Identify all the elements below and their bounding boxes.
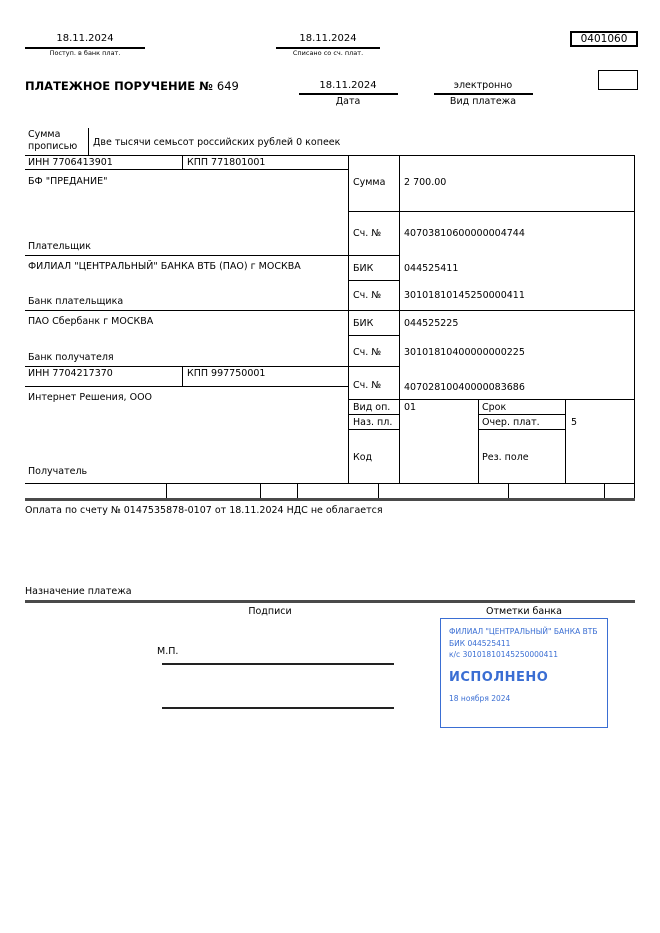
payee-name: Интернет Решения, ООО <box>28 392 153 403</box>
op-kind-label: Вид оп. <box>353 402 391 413</box>
payee-bank-bik: 044525225 <box>404 318 459 329</box>
payee-account: 40702810040000083686 <box>404 382 525 393</box>
stamp-status: ИСПОЛНЕНО <box>449 669 549 685</box>
grid-line-v <box>182 155 183 169</box>
payer-bank-bik-label: БИК <box>353 263 374 274</box>
signature-line-2 <box>162 707 394 709</box>
grid-line-h <box>348 335 399 336</box>
payee-label: Получатель <box>28 466 88 477</box>
payment-kind-label: Вид платежа <box>449 96 517 107</box>
payment-purpose-label: Назначение платежа <box>25 586 132 597</box>
grid-line-v <box>378 483 379 498</box>
grid-line-h <box>25 386 348 387</box>
pay-purpose-code-label: Наз. пл. <box>353 417 393 428</box>
grid-line-h <box>348 399 635 400</box>
stamp-date: 18 ноября 2024 <box>449 693 511 703</box>
payer-account: 40703810600000004744 <box>404 228 525 239</box>
payee-bank-label: Банк получателя <box>28 352 114 363</box>
document-title <box>25 80 239 94</box>
document-date-label: Дата <box>335 96 361 107</box>
amount-words-value: Две тысячи семьсот российских рублей 0 копеек <box>93 137 341 148</box>
payment-kind-value: электронно <box>453 80 513 91</box>
grid-line-h <box>25 255 399 256</box>
grid-line-v <box>604 483 605 498</box>
amount-words-label: Сумма прописью <box>28 129 78 152</box>
document-date: 18.11.2024 <box>319 80 377 91</box>
form-code-box <box>570 31 638 47</box>
purpose-bottom-rule <box>25 600 635 603</box>
grid-line-v <box>348 155 349 483</box>
grid-line-h <box>478 414 565 415</box>
document-number: 649 <box>216 79 239 93</box>
debited-date-label: Списано со сч. плат. <box>292 49 364 57</box>
payer-bank-name: ФИЛИАЛ "ЦЕНТРАЛЬНЫЙ" БАНКА ВТБ (ПАО) г МОСКВА <box>28 261 301 272</box>
grid-line-v <box>166 483 167 498</box>
payer-kpp: КПП 771801001 <box>187 157 266 168</box>
bank-stamp <box>440 618 608 728</box>
grid-line-h <box>348 429 399 430</box>
payment-kind-underline <box>434 93 533 95</box>
grid-line-v <box>260 483 261 498</box>
signatures-label: Подписи <box>248 606 292 617</box>
stamp-bank-name: ФИЛИАЛ "ЦЕНТРАЛЬНЫЙ" БАНКА ВТБ <box>449 627 598 636</box>
priority-label: Очер. плат. <box>482 417 540 428</box>
grid-line-h <box>348 280 399 281</box>
grid-line-v <box>399 155 400 483</box>
debited-date: 18.11.2024 <box>299 33 357 44</box>
grid-line-h <box>348 211 635 212</box>
priority-value: 5 <box>571 417 578 428</box>
grid-line-h <box>25 366 399 367</box>
grid-line-h <box>25 169 348 170</box>
grid-line-h <box>25 155 635 156</box>
payer-label: Плательщик <box>28 241 91 252</box>
payer-bank-account: 30101810145250000411 <box>404 290 525 301</box>
grid-line-h <box>478 429 565 430</box>
sum-label: Сумма <box>353 177 386 188</box>
grid-line-v <box>508 483 509 498</box>
signature-line-1 <box>162 663 394 665</box>
stamp-corr-account: к/с 30101810145250000411 <box>449 650 558 659</box>
document-date-underline <box>299 93 398 95</box>
term-label: Срок <box>482 402 507 413</box>
grid-line-v <box>88 128 89 155</box>
payer-name: БФ "ПРЕДАНИЕ" <box>28 176 108 187</box>
payer-bank-bik: 044525411 <box>404 263 459 274</box>
payee-bank-account: 30101810400000000225 <box>404 347 525 358</box>
form-code: 0401060 <box>580 33 628 45</box>
payer-bank-label: Банк плательщика <box>28 296 124 307</box>
grid-line-v <box>634 483 635 498</box>
grid-line-v <box>297 483 298 498</box>
grid-line-h <box>25 483 635 484</box>
op-kind-value: 01 <box>404 402 417 413</box>
payee-kpp: КПП 997750001 <box>187 368 266 379</box>
stamp-bik: БИК 044525411 <box>449 638 511 648</box>
received-date-label: Поступ. в банк плат. <box>49 49 121 57</box>
table-bottom-rule <box>25 498 635 501</box>
grid-line-v <box>478 399 479 483</box>
payee-inn: ИНН 7704217370 <box>28 368 113 379</box>
grid-line-v <box>565 399 566 483</box>
payment-purpose-text: Оплата по счету № 0147535878-0107 от 18.11.2024 НДС не облагается <box>25 505 383 516</box>
payee-account-label: Сч. № <box>353 380 382 391</box>
received-date: 18.11.2024 <box>56 33 114 44</box>
reserve-field-label: Рез. поле <box>482 452 529 463</box>
payee-bank-bik-label: БИК <box>353 318 374 329</box>
mp-label: М.П. <box>157 646 179 657</box>
grid-line-h <box>348 414 399 415</box>
payer-inn: ИНН 7706413901 <box>28 157 113 168</box>
grid-line-v <box>634 155 635 483</box>
payee-bank-name: ПАО Сбербанк г МОСКВА <box>28 316 154 327</box>
grid-line-v <box>182 366 183 386</box>
payee-bank-account-label: Сч. № <box>353 347 382 358</box>
code-label: Код <box>353 452 373 463</box>
payer-account-label: Сч. № <box>353 228 382 239</box>
sum-value: 2 700.00 <box>404 177 447 188</box>
document-title-text: ПЛАТЕЖНОЕ ПОРУЧЕНИЕ № <box>25 79 213 93</box>
payer-bank-account-label: Сч. № <box>353 290 382 301</box>
status-box-empty <box>598 70 638 90</box>
grid-line-h <box>25 310 635 311</box>
bank-marks-label: Отметки банка <box>486 606 562 617</box>
